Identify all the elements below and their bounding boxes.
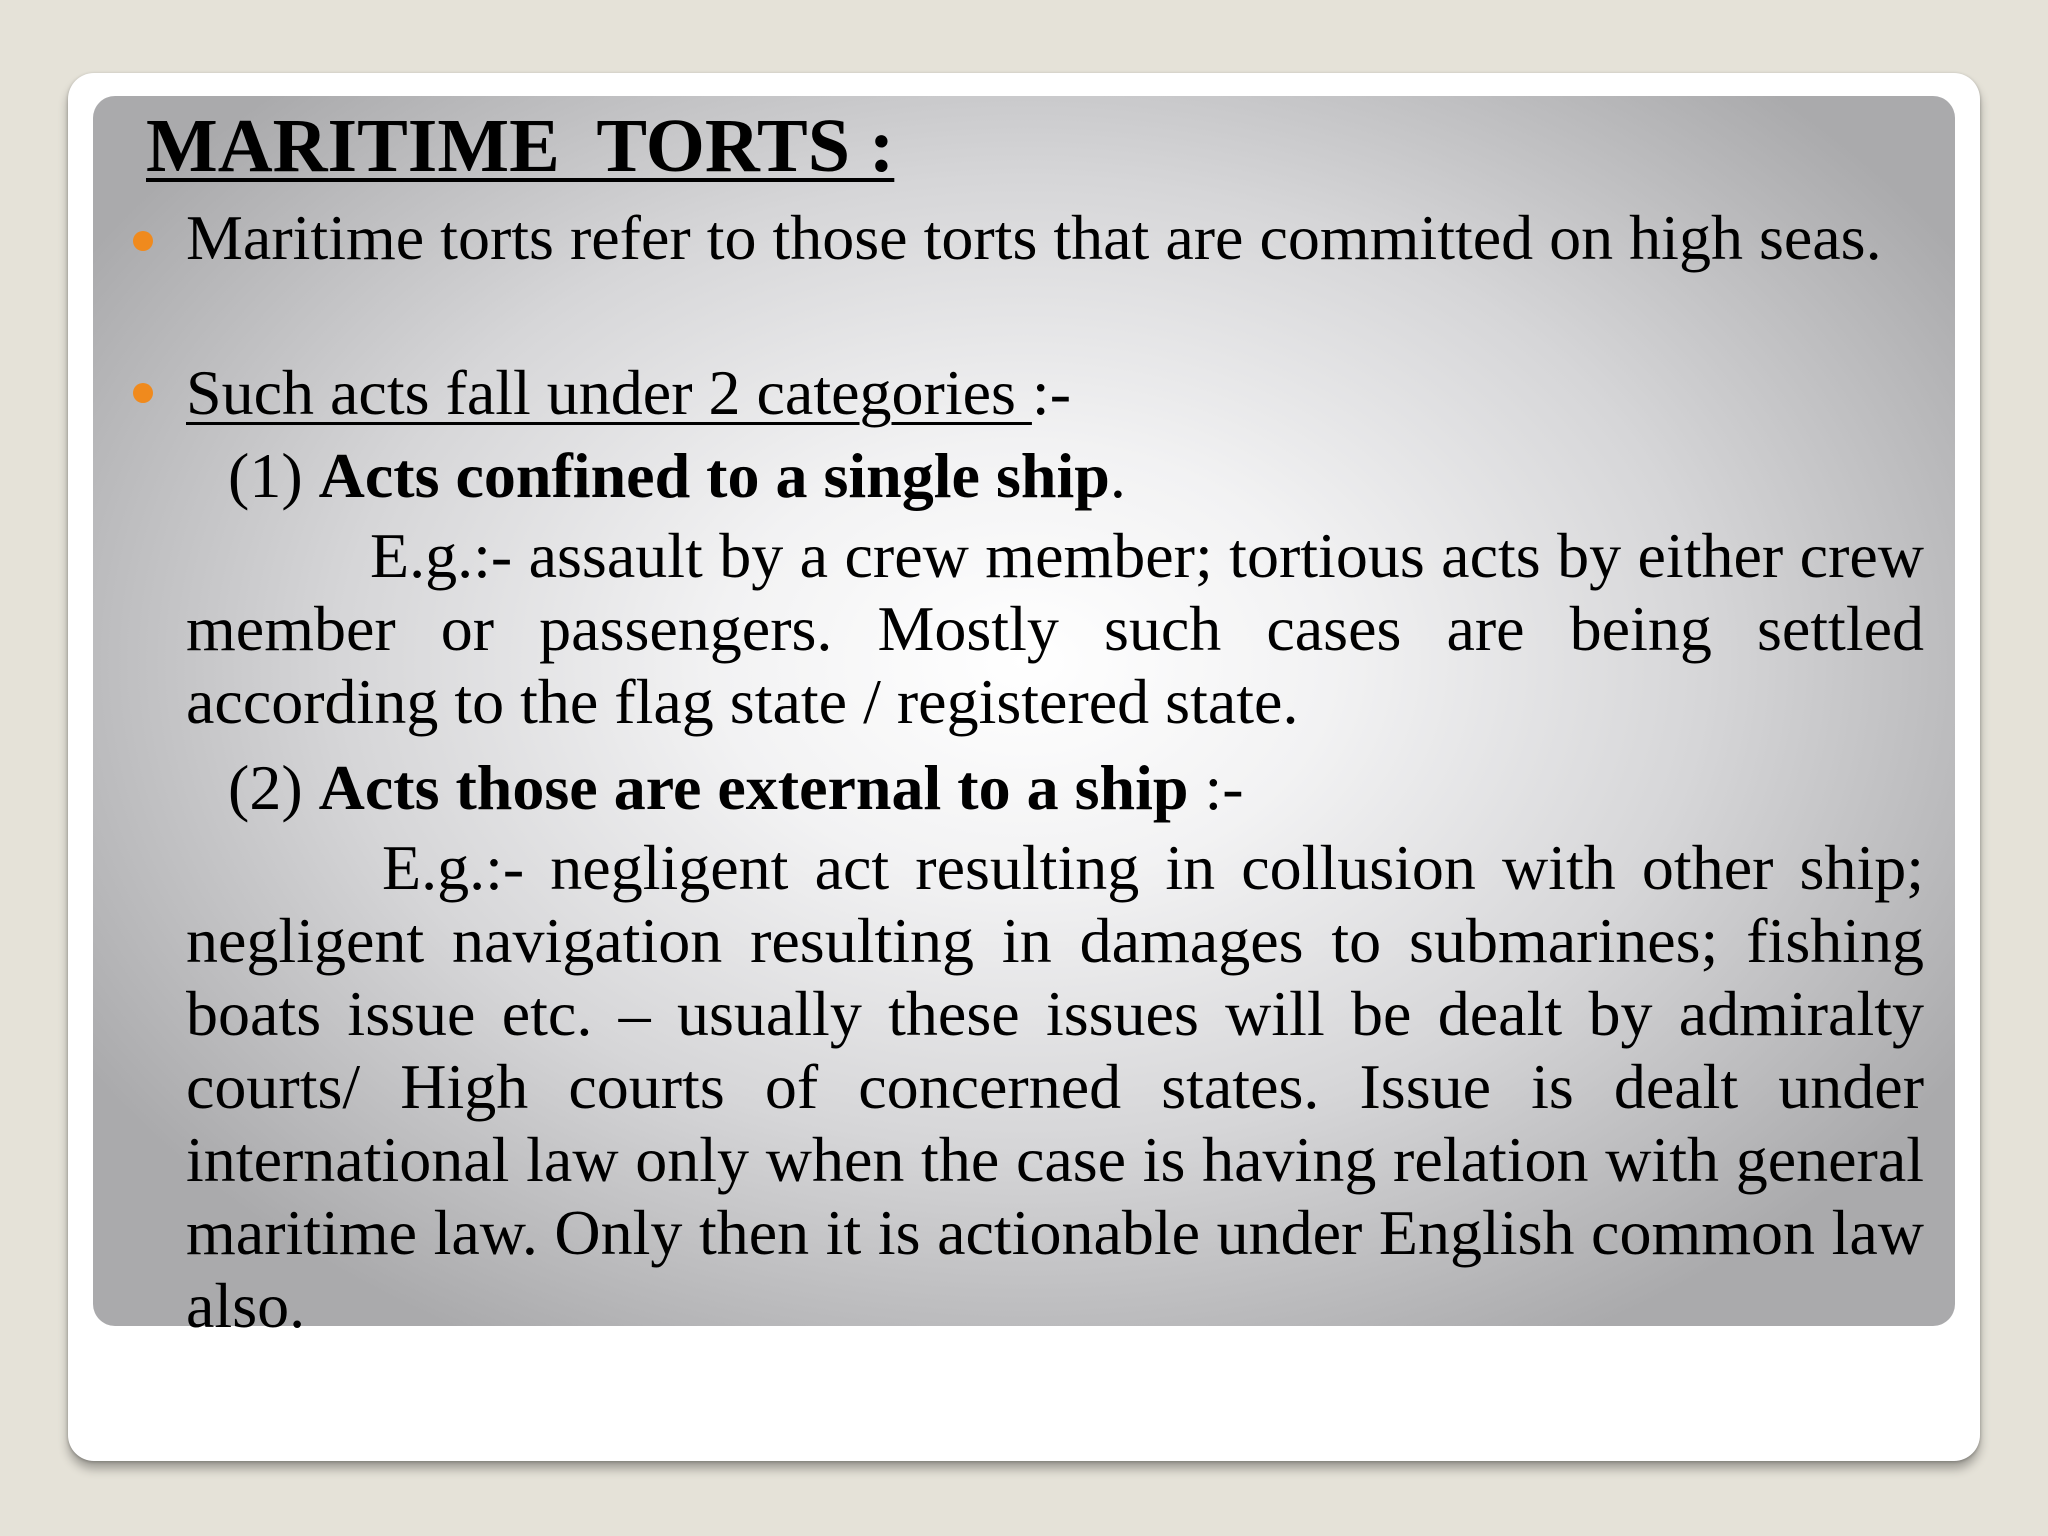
category-1-example-text: E.g.:- assault by a crew member; tortious acts by either crew member or passengers. Mostly such cases are being settled according to the flag state / registered state.: [186, 520, 1924, 737]
category-1-end: .: [1109, 440, 1126, 511]
category-2-line: [228, 751, 1966, 824]
category-1-line: [228, 439, 1966, 512]
bullet-2-text: [186, 356, 1924, 429]
slide-title: MARITIME TORTS :: [146, 104, 895, 188]
category-2-end: :-: [1188, 752, 1244, 823]
bullet-dot-1: [133, 231, 153, 251]
bullet-dot-2: [133, 383, 153, 403]
category-1-example: [186, 519, 1924, 738]
category-2-number: (2): [228, 752, 319, 823]
category-2-heading: Acts those are external to a ship: [318, 752, 1189, 823]
category-2-example-text: E.g.:- negligent act resulting in collusion with other ship; negligent navigation resulting in damages to submarines; fishing boats issue etc. – usually these issues will be dealt by admiralty courts/ High courts of concerned states. Issue is dealt under international law only when the case is having relation with general maritime law. Only then it is actionable under English common law also.: [186, 832, 1924, 1341]
bullet-1-text: Maritime torts refer to those torts that are committed on high seas.: [186, 202, 1882, 273]
category-2-example: [186, 831, 1924, 1342]
category-1-heading: Acts confined to a single ship: [318, 440, 1110, 511]
category-1-number: (1): [228, 440, 319, 511]
bullet-2-suffix: :-: [1031, 357, 1071, 428]
bullet-2-underlined-label: Such acts fall under 2 categories: [186, 357, 1032, 428]
